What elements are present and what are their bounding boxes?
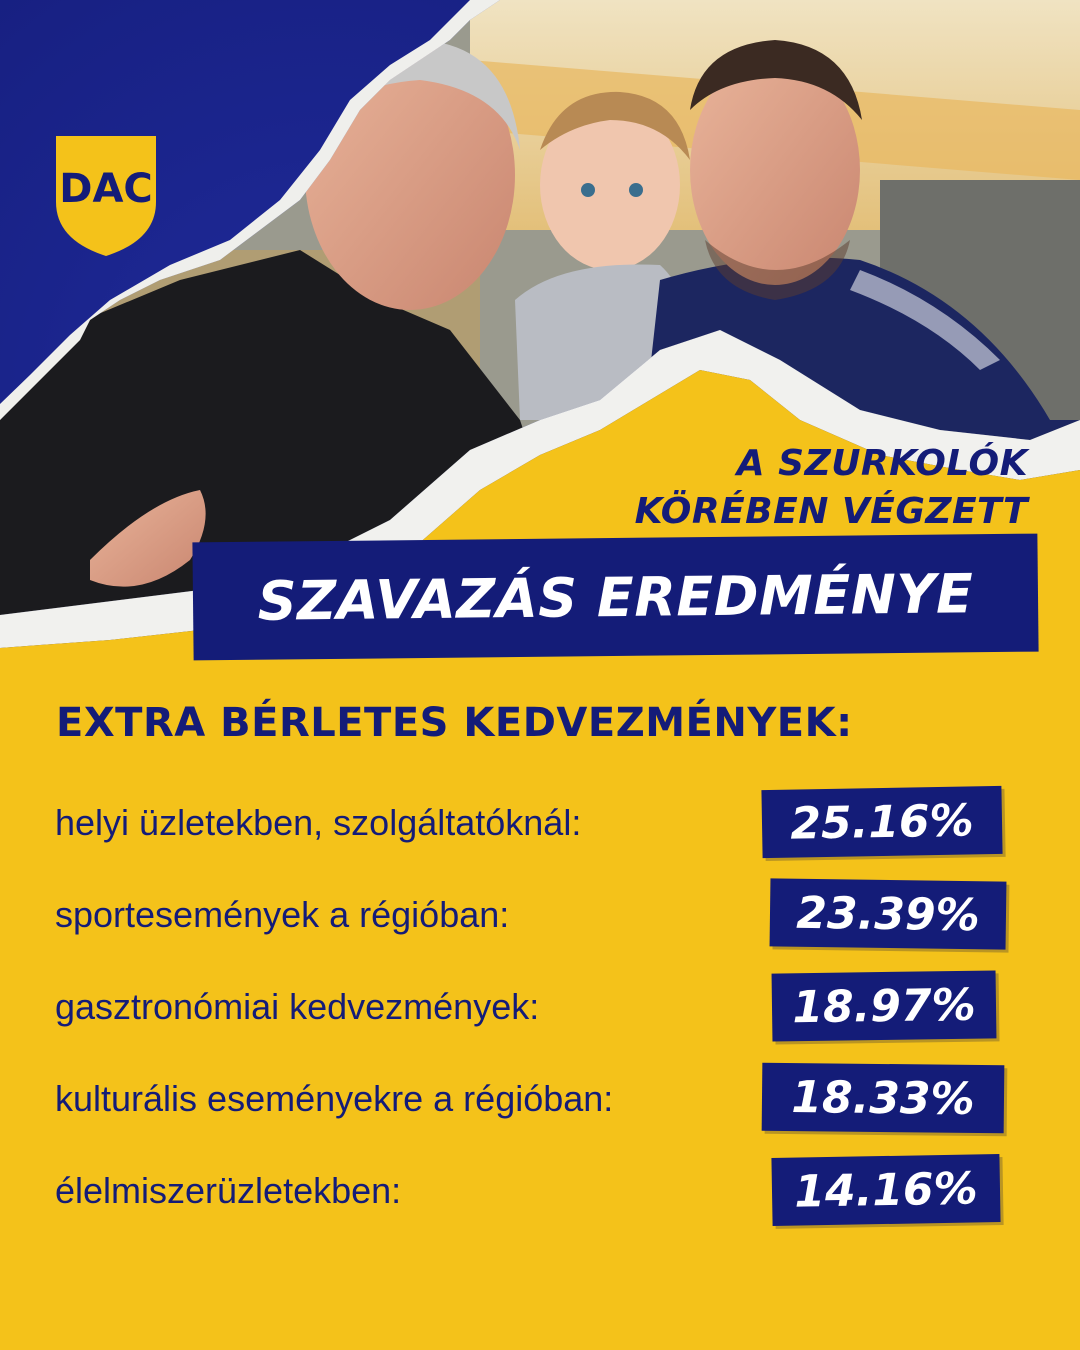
result-value: 23.39%	[796, 887, 980, 941]
result-label: sportesemények a régióban:	[55, 894, 510, 935]
result-value-badge	[771, 1154, 1000, 1226]
headline-line-2: KÖRÉBEN VÉGZETT	[634, 491, 1028, 532]
result-row	[0, 880, 1080, 960]
result-row	[0, 1064, 1080, 1144]
result-label: kulturális eseményekre a régióban:	[55, 1078, 614, 1119]
dac-logo	[52, 132, 160, 260]
result-label: gasztronómiai kedvezmények:	[55, 986, 540, 1027]
section-title: EXTRA BÉRLETES KEDVEZMÉNYEK:	[56, 700, 853, 746]
result-label: helyi üzletekben, szolgáltatóknál:	[55, 802, 582, 843]
result-label: élelmiszerüzletekben:	[55, 1170, 402, 1211]
result-value: 25.16%	[789, 794, 975, 850]
result-value-badge	[770, 878, 1007, 949]
headline-title: SZAVAZÁS EREDMÉNYE	[257, 561, 974, 633]
result-row	[0, 972, 1080, 1052]
result-value: 18.97%	[792, 979, 976, 1033]
result-row	[0, 1156, 1080, 1236]
result-value-badge	[761, 786, 1002, 858]
headline-title-banner	[192, 534, 1038, 661]
headline-subtitle	[468, 440, 1028, 536]
headline-line-1: A SZURKOLÓK	[736, 443, 1028, 484]
result-value-badge	[762, 1063, 1005, 1134]
result-value: 18.33%	[791, 1071, 975, 1125]
result-value-badge	[772, 970, 997, 1041]
result-value: 14.16%	[793, 1162, 979, 1218]
result-row	[0, 788, 1080, 868]
logo-text: DAC	[59, 166, 153, 212]
